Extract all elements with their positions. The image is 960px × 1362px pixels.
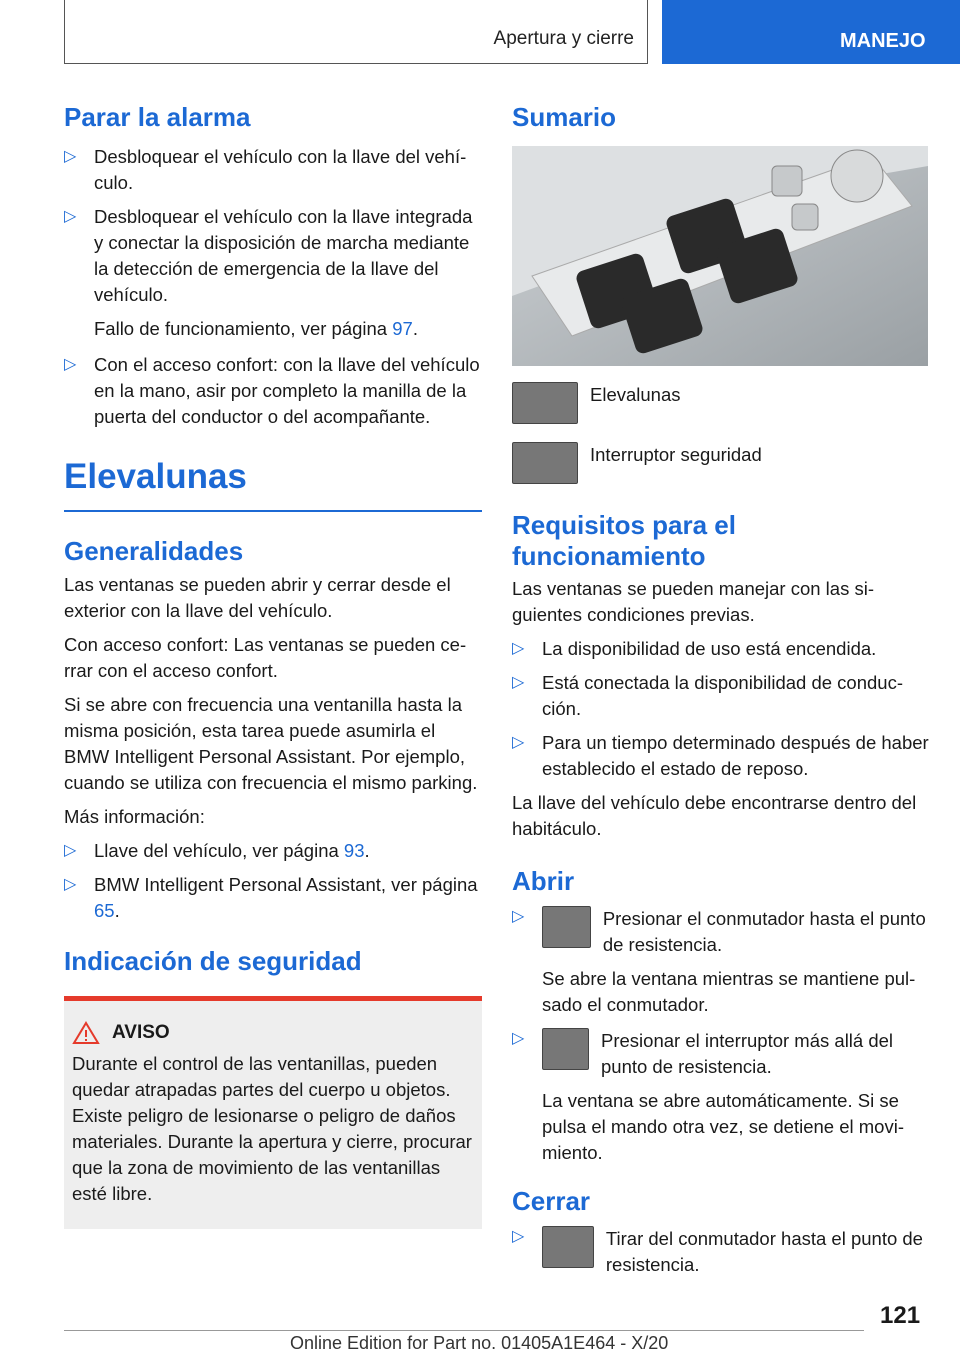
warning-text: Durante el control de las ventanillas, pueden quedar atrapadas partes del cuerpo u objetos. Existe peligro de lesionarse o peligro de daños materiales. Durante la apertura y cierre, procurar que la zona de movimiento de las ventanillas esté libre. — [72, 1053, 472, 1204]
bullet-triangle-icon: ▷ — [64, 148, 77, 165]
bullet-triangle-icon: ▷ — [64, 208, 77, 225]
window-switch-icon — [512, 382, 578, 424]
bullet-triangle-icon: ▷ — [64, 842, 77, 859]
bullet-triangle-icon: ▷ — [512, 734, 525, 751]
warning-triangle-icon — [72, 1021, 100, 1045]
requirements-heading: Requisitos para el funcionamiento — [512, 510, 736, 571]
paragraph: Se abre la ventana mientras se mantiene pulsado el conmutador. — [542, 968, 916, 1015]
bullet-triangle-icon: ▷ — [64, 876, 77, 893]
paragraph: La ventana se abre automáticamente. Si se pulsa el mando otra vez, se detiene el movimiento. — [542, 1090, 904, 1163]
right-column — [512, 100, 930, 1286]
page-link[interactable]: 65 — [94, 900, 115, 921]
list-item: ▷ Desbloquear el vehículo con la llave del vehículo. — [64, 146, 467, 193]
list-item: ▷ Desbloquear el vehículo con la llave integrada y conectar la disposición de marcha mediante la detección de emergencia de la llave del vehículo. — [64, 206, 473, 305]
open-heading: Abrir — [512, 866, 575, 896]
list-item: ▷ Está conectada la disponibilidad de conducción. — [512, 672, 904, 719]
page-link[interactable]: 97 — [392, 318, 413, 339]
warning-box — [64, 996, 482, 1229]
bullet-triangle-icon: ▷ — [512, 674, 525, 691]
warning-title: AVISO — [72, 1021, 474, 1045]
paragraph: Más información: — [64, 806, 205, 827]
paragraph: La llave del vehículo debe encontrarse dentro del habitáculo. — [512, 792, 917, 839]
paragraph: Si se abre con frecuencia una ventanilla hasta la misma posición, esta tarea puede asumirla el BMW Intelligent Personal Assistant. Por ejemplo, cuando se utiliza con frecuencia el mismo parking. — [64, 694, 478, 793]
alarm-heading: Parar la alarma — [64, 102, 251, 132]
door-switch-panel-photo — [512, 146, 928, 366]
window-switch-icon — [542, 906, 591, 948]
bullet-triangle-icon: ▷ — [512, 908, 525, 925]
chapter-heading: Elevalunas — [64, 452, 482, 512]
generalities-heading: Generalidades — [64, 536, 244, 566]
footer-divider — [64, 1330, 864, 1331]
header-chapter-tab[interactable]: MANEJO — [662, 0, 960, 64]
safety-heading: Indicación de seguridad — [64, 946, 362, 976]
bullet-triangle-icon: ▷ — [64, 356, 77, 373]
bullet-triangle-icon: ▷ — [512, 640, 525, 657]
list-item: ▷ La disponibilidad de uso está encendida. — [512, 636, 930, 662]
paragraph: Las ventanas se pueden abrir y cerrar desde el exterior con la llave del vehículo. — [64, 574, 451, 621]
list-item: ▷ Presionar el conmutador hasta el punto de resistencia. — [512, 908, 926, 955]
page-link[interactable]: 93 — [343, 840, 365, 861]
summary-heading: Sumario — [512, 102, 617, 132]
paragraph: Las ventanas se pueden manejar con las siguientes condiciones previas. — [512, 578, 875, 625]
safety-switch-icon — [512, 442, 578, 484]
list-item: ▷ Con el acceso confort: con la llave del vehículo en la mano, asir por completo la manilla de la puerta del conductor o del acompañante. — [64, 354, 480, 427]
window-switch-icon — [542, 1028, 589, 1070]
switch-legend-row: Elevalunas — [512, 382, 930, 424]
window-switch-icon — [542, 1226, 594, 1268]
page-number: 121 — [880, 1302, 921, 1329]
close-heading: Cerrar — [512, 1186, 591, 1216]
footer-edition: Online Edition for Part no. 01405A1E464 - X/20 — [290, 1333, 669, 1353]
list-item: ▷ BMW Intelligent Personal Assistant, ver página 65. — [64, 874, 478, 921]
list-item: ▷ Llave del vehículo, ver página 93. — [64, 838, 482, 864]
list-item: ▷ Para un tiempo determinado después de haber establecido el estado de reposo. — [512, 732, 929, 779]
header-section-title: Apertura y cierre — [493, 28, 634, 49]
bullet-triangle-icon: ▷ — [512, 1228, 525, 1245]
left-column — [64, 100, 482, 1229]
paragraph: Con acceso confort: Las ventanas se pueden cerrar con el acceso confort. — [64, 634, 467, 681]
list-item: ▷ Tirar del conmutador hasta el punto de resistencia. — [512, 1228, 923, 1275]
list-item: ▷ Presionar el interruptor más allá del punto de resistencia. — [512, 1030, 894, 1077]
switch-legend-row: Interruptor seguridad — [512, 442, 930, 484]
bullet-triangle-icon: ▷ — [512, 1030, 525, 1047]
page-reference: Fallo de funcionamiento, ver página 97. — [94, 318, 418, 339]
